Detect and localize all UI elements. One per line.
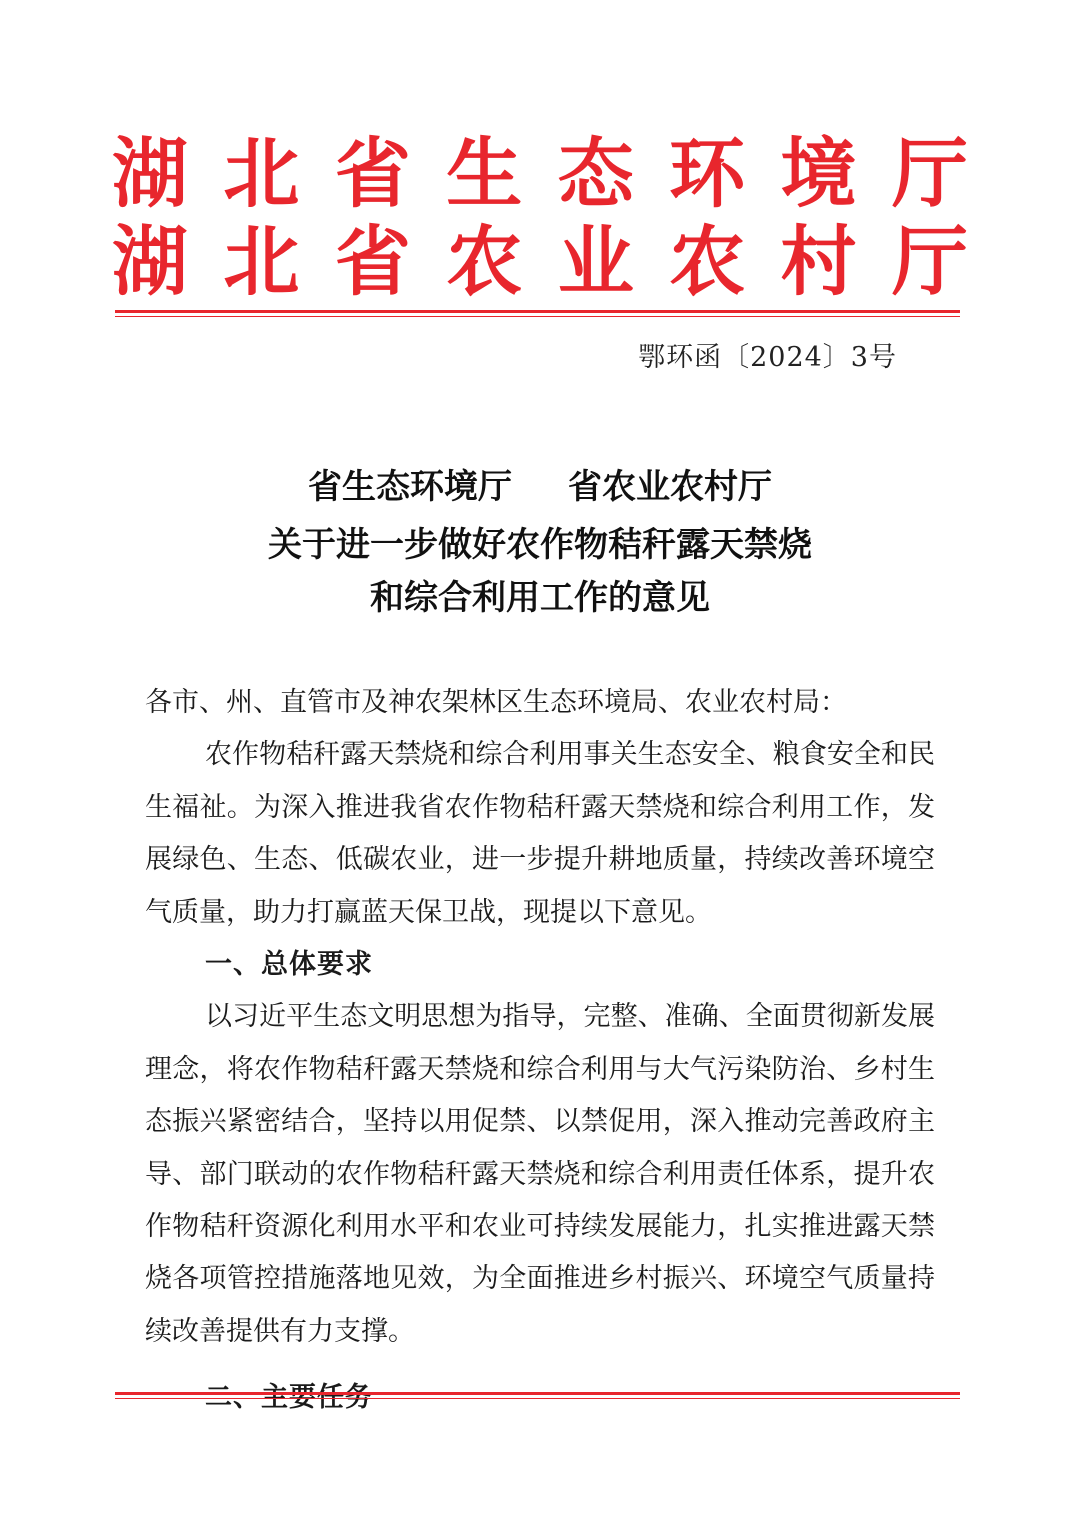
salutation: 各市、州、直管市及神农架林区生态环境局、农业农村局： (145, 687, 847, 718)
title-issuer-environment: 省生态环境厅 (308, 467, 512, 507)
footer-divider-thin (115, 1398, 960, 1399)
section-paragraph-1: 以习近平生态文明思想为指导，完整、准确、全面贯彻新发展理念，将农作物秸秆露天禁烧和综合利用与大气污染防治、乡村生态振兴紧密结合，坚持以用促禁、以禁促用，深入推动完善政府主导、部门联动的农作物秸秆露天禁烧和综合利用责任体系，提升农作物秸秆资源化利用水平和农业可持续发展能力，扎实推进露天禁烧各项管控措施落地见效，为全面推进乡村振兴、环境空气质量持续改善提供有力支撑。 (145, 1001, 935, 1347)
header-divider-thick (115, 310, 960, 313)
document-title-line2: 关于进一步做好农作物秸秆露天禁烧 (268, 525, 812, 565)
footer-divider-thick (115, 1392, 960, 1395)
issuer-name-agriculture: 湖 北 省 农 业 农 村 厅 (112, 217, 968, 306)
document-number: 鄂环函〔2024〕3号 (638, 342, 897, 373)
document-title-line3: 和综合利用工作的意见 (370, 578, 710, 618)
section-heading-1: 一、总体要求 (205, 949, 373, 981)
header-divider-thin (115, 316, 960, 317)
issuer-name-environment: 湖 北 省 生 态 环 境 厅 (112, 129, 968, 218)
document-body (145, 677, 935, 1425)
title-issuer-agriculture: 省农业农村厅 (568, 467, 772, 507)
intro-paragraph: 农作物秸秆露天禁烧和综合利用事关生态安全、粮食安全和民生福祉。为深入推进我省农作物秸秆露天禁烧和综合利用工作，发展绿色、生态、低碳农业，进一步提升耕地质量，持续改善环境空气质量，助力打赢蓝天保卫战，现提以下意见。 (145, 739, 935, 928)
document-title-line1 (0, 462, 1080, 512)
